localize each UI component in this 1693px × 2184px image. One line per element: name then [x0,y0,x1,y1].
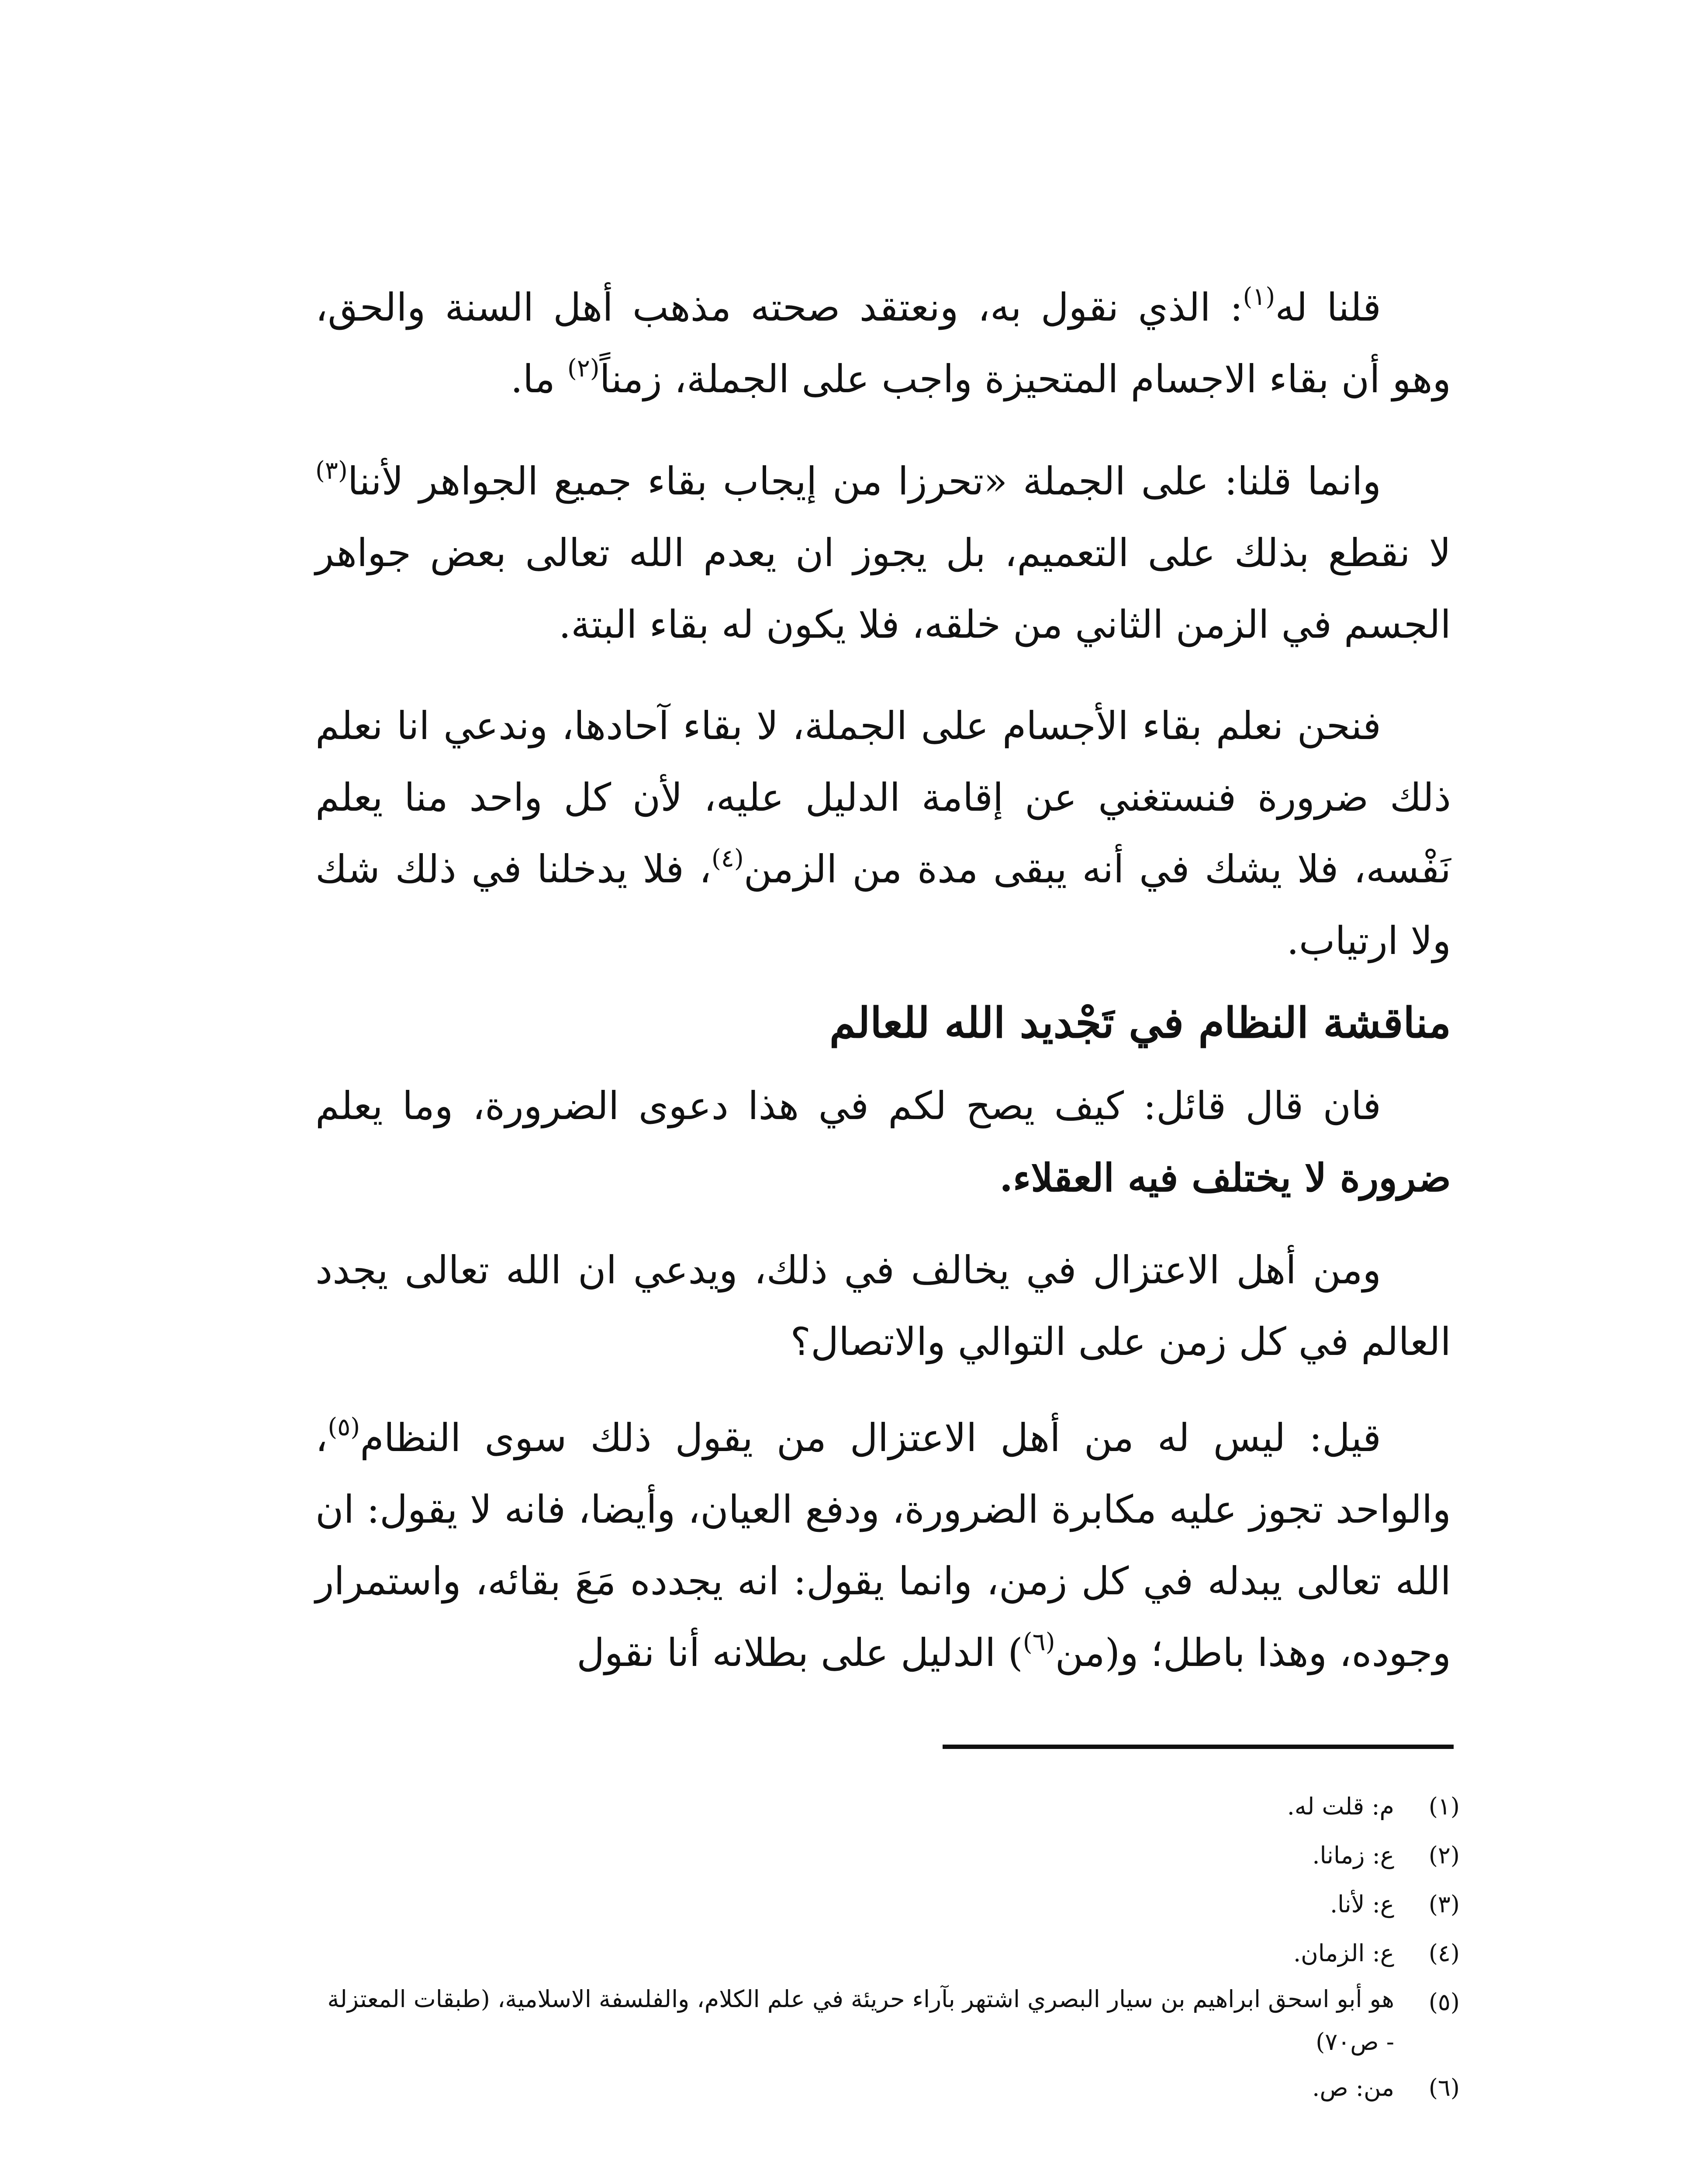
footnote-text: ع: الزمان. [1293,1939,1394,1967]
paragraph-6-text [315,1402,1451,1689]
footnote-ref-5: (٥) [328,1413,360,1441]
paragraph-3 [315,690,1451,977]
footnote-separator [943,1745,1454,1749]
footnote-1 [315,1782,1460,1831]
footnote-number: (٢) [1428,1842,1460,1869]
text-run: ، والواحد تجوز عليه مكابرة الضرورة، ودفع العيان، وأيضا، فانه لا يقول: ان الله تعالى يبدله في كل زمن، وانما يقول: انه يجدده مَعَ بقائه، واستمرار وجوده، وهذا باطل؛ و(من [315,1415,1451,1675]
footnote-number: (٦) [1428,2074,1460,2101]
paragraph-1 [315,272,1451,415]
footnote-text: من: ص. [1312,2074,1394,2101]
paragraph-5-text: ومن أهل الاعتزال في يخالف في ذلك، ويدعي ان الله تعالى يجدد العالم في كل زمن على التوالي والاتصال؟ [315,1248,1451,1364]
footnote-ref-3: (٣) [315,456,348,485]
paragraph-3-text [315,690,1451,977]
paragraph-4 [315,1070,1451,1214]
text-run-bold: ضرورة لا يختلف فيه العقلاء. [999,1155,1451,1200]
footnote-ref-2: (٢) [567,354,600,383]
footnote-2 [315,1831,1460,1880]
text-run: قلنا له [1275,285,1381,330]
paragraph-6 [315,1402,1451,1689]
paragraph-1-text [315,272,1451,415]
footnote-4 [315,1929,1460,1978]
paragraph-2-text [315,446,1451,660]
footnote-number: (١) [1428,1793,1460,1820]
text-run: لا نقطع بذلك على التعميم، بل يجوز ان يعدم الله تعالى بعض جواهر الجسم في الزمن الثاني من خلقه، فلا يكون له بقاء البتة. [315,530,1451,647]
text-run: ) الدليل على بطلانه أنا نقول [577,1630,1023,1675]
text-run: وانما قلنا: على الجملة «تحرزا من إيجاب بقاء جميع الجواهر لأننا [347,459,1381,504]
footnote-ref-6: (٦) [1023,1628,1055,1656]
footnote-ref-1: (١) [1243,283,1275,311]
footnote-text: هو أبو اسحق ابراهيم بن سيار البصري اشتهر بآراء حريئة في علم الكلام، والفلسفة الاسلامية، (طبقات المعتزلة - ص٧٠) [327,1985,1394,2056]
footnote-ref-4: (٤) [711,844,744,873]
footnote-number: (٣) [1428,1890,1460,1918]
footnote-text: م: قلت له. [1287,1793,1394,1820]
text-run: : الذي نقول به، ونعتقد صحته مذهب أهل السنة والحق، وهو أن بقاء الاجسام المتحيزة واجب على الجملة، زمناً [315,285,1451,401]
footnote-text: ع: لأنا. [1330,1890,1394,1918]
text-run: ما. [510,356,567,401]
section-heading: مناقشة النظام في تَجْديد الله للعالم [829,998,1451,1047]
footnote-number: (٥) [1428,1988,1460,2016]
footnote-text: ع: زمانا. [1312,1842,1394,1869]
text-run: فان قال قائل: كيف يصح لكم في هذا دعوى الضرورة، وما يعلم [315,1083,1381,1128]
footnote-6 [315,2063,1460,2112]
footnote-number: (٤) [1428,1939,1460,1967]
text-run: فنحن نعلم بقاء الأجسام على الجملة، لا بقاء آحادها، وندعي انا نعلم ذلك ضرورة فنستغني عن إقامة الدليل عليه، لأن كل واحد منا يعلم نَفْسه، فلا يشك في أنه يبقى مدة من الزمن [315,703,1451,892]
footnote-5 [315,1978,1460,2063]
paragraph-2 [315,446,1451,660]
text-run: ، فلا يدخلنا في ذلك شك ولا ارتياب. [315,847,1451,963]
text-run: قيل: ليس له من أهل الاعتزال من يقول ذلك سوى النظام [360,1415,1381,1460]
paragraph-5 [315,1234,1451,1378]
footnotes [315,1782,1460,2112]
paragraph-4-text [315,1070,1451,1214]
footnote-3 [315,1880,1460,1929]
